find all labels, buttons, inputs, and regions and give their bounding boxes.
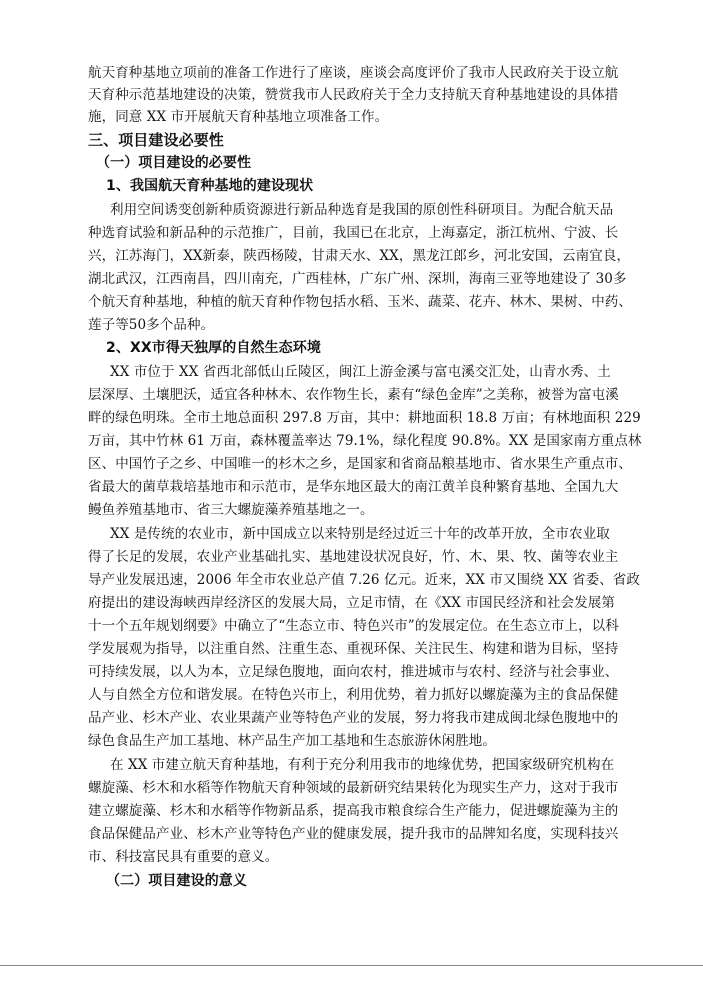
text-line: 天育种示范基地建设的决策，赞赏我市人民政府关于全力支持航天育种基地建设的具体措	[88, 87, 619, 103]
text-line: 人与自然全方位和谐发展。在特色兴市上，利用优势，着力抓好以螺旋藻为主的食品保健	[88, 687, 619, 703]
subsubsection-heading: 2、XX市得天独厚的自然生态环境	[106, 340, 321, 356]
subsubsection-heading: 1、我国航天育种基地的建设现状	[106, 178, 314, 194]
text-line: 食品保健品产业、杉木产业等特色产业的健康发展，提升我市的品牌知名度，实现科技兴	[88, 826, 619, 842]
page-bottom-divider	[0, 965, 703, 966]
text-line: 航天育种基地立项前的准备工作进行了座谈，座谈会高度评价了我市人民政府关于设立航	[88, 65, 619, 81]
text-line: 层深厚、土壤肥沃，适宜各种林木、农作物生长，素有“绿色金库”之美称，被誉为富屯溪	[88, 387, 619, 403]
text-line: 学发展观为指导，以注重自然、注重生态、重视环保、关注民生、构建和谐为目标，坚持	[88, 641, 619, 657]
text-line: 可持续发展，以人为本，立足绿色腹地，面向农村，推进城市与农村、经济与社会事业、	[88, 664, 619, 680]
text-line: 鳗鱼养殖基地市、省三大螺旋藻养殖基地之一。	[88, 502, 374, 518]
text-line: 导产业发展迅速，2006 年全市农业总产值 7.26 亿元。近来，XX 市又围绕 XX 省委、省政	[88, 572, 641, 588]
text-line: 种选育试验和新品种的示范推广，目前，我国已在北京，上海嘉定，浙江杭州、宁波、长	[88, 225, 619, 241]
text-line: 得了长足的发展，农业产业基础扎实、基地建设状况良好，竹、木、果、牧、菌等农业主	[88, 549, 619, 565]
text-line: 十一个五年规划纲要》中确立了“生态立市、特色兴市”的发展定位。在生态立市上，以科	[88, 618, 619, 634]
text-line: 绿色食品生产加工基地、林产品生产加工基地和生态旅游休闲胜地。	[88, 733, 496, 749]
text-line: 湖北武汉，江西南昌，四川南充，广西桂林，广东广州、深圳，海南三亚等地建设了 30多	[88, 271, 627, 287]
text-line: 府提出的建设海峡西岸经济区的发展大局，立足市情，在《XX 市国民经济和社会发展第	[88, 595, 616, 611]
text-line: 兴，江苏海门，XX新泰，陕西杨陵，甘肃天水、XX，黑龙江郎乡，河北安国，云南宜良，	[88, 248, 631, 264]
text-line: XX 是传统的农业市，新中国成立以来特别是经过近三十年的改革开放，全市农业取	[110, 526, 610, 542]
text-line: 品产业、杉木产业、农业果蔬产业等特色产业的发展，努力将我市建成闽北绿色腹地中的	[88, 710, 619, 726]
text-line: 在 XX 市建立航天育种基地，有利于充分利用我市的地缘优势，把国家级研究机构在	[110, 757, 615, 773]
text-line: XX 市位于 XX 省西北部低山丘陵区，闽江上游金溪与富屯溪交汇处，山青水秀、土	[110, 364, 611, 380]
subsection-heading: （二）项目建设的意义	[106, 873, 247, 889]
text-line: 市、科技富民具有重要的意义。	[88, 849, 279, 865]
section-heading: 三、项目建设必要性	[88, 131, 224, 149]
subsection-heading: （一）项目建设的必要性	[96, 155, 252, 171]
text-line: 施，同意 XX 市开展航天育种基地立项准备工作。	[88, 109, 389, 125]
text-line: 省最大的菌草栽培基地市和示范市，是华东地区最大的南江黄羊良种繁育基地、全国九大	[88, 479, 619, 495]
text-line: 莲子等50多个品种。	[88, 317, 215, 333]
text-line: 利用空间诱变创新种质资源进行新品种选育是我国的原创性科研项目。为配合航天品	[110, 202, 614, 218]
text-line: 建立螺旋藻、杉木和水稻等作物新品系，提高我市粮食综合生产能力，促进螺旋藻为主的	[88, 803, 619, 819]
text-line: 万亩，其中竹林 61 万亩，森林覆盖率达 79.1%，绿化程度 90.8%。XX 是国家南方重点林	[88, 433, 642, 449]
text-line: 区、中国竹子之乡、中国唯一的杉木之乡，是国家和省商品粮基地市、省水果生产重点市、	[88, 456, 632, 472]
text-line: 个航天育种基地，种植的航天育种作物包括水稻、玉米、蔬菜、花卉、林木、果树、中药、	[88, 294, 632, 310]
text-line: 畔的绿色明珠。全市土地总面积 297.8 万亩，其中：耕地面积 18.8 万亩；有林地面积 229	[88, 410, 641, 426]
text-line: 螺旋藻、杉木和水稻等作物航天育种领域的最新研究结果转化为现实生产力，这对于我市	[88, 780, 619, 796]
